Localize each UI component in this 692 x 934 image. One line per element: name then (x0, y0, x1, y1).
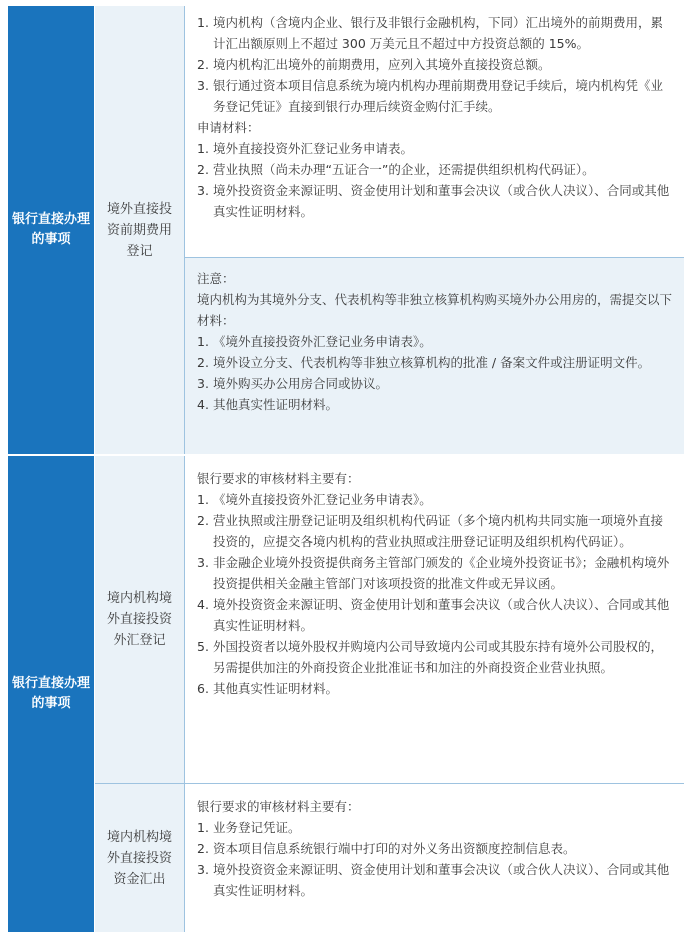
list-item: 3. 境外投资资金来源证明、资金使用计划和董事会决议（或合伙人决议）、合同或其他真实性证明材料。 (197, 862, 670, 898)
list-item: 2. 境内机构汇出境外的前期费用，应列入其境外直接投资总额。 (197, 57, 551, 72)
materials-heading: 银行要求的审核材料主要有： (197, 799, 360, 814)
table-block-2 (8, 456, 684, 932)
content-cell (185, 784, 684, 932)
item-cell (95, 456, 185, 783)
block-content (94, 6, 684, 454)
block-content (94, 456, 684, 932)
section-note (185, 257, 684, 454)
list-item: 1. 业务登记凭证。 (197, 820, 301, 835)
table-row (95, 784, 684, 932)
list-item: 3. 银行通过资本项目信息系统为境内机构办理前期费用登记手续后，境内机构凭《业务登记凭证》直接到银行办理后续资金购付汇手续。 (197, 78, 663, 114)
list-item: 1. 境内机构（含境内企业、银行及非银行金融机构，下同）汇出境外的前期费用，累计汇出额原则上不超过 300 万美元且不超过中方投资总额的 15%。 (197, 15, 663, 51)
item-label: 境内机构境外直接投资外汇登记 (106, 591, 172, 648)
category-label: 银行直接办理的事项 (12, 676, 91, 711)
list-item: 2. 资本项目信息系统银行端中打印的对外义务出资额度控制信息表。 (197, 841, 576, 856)
list-item: 2. 营业执照（尚未办理“五证合一”的企业，还需提供组织机构代码证）。 (197, 162, 595, 177)
category-cell (8, 456, 94, 932)
note-text: 境内机构为其境外分支、代表机构等非独立核算机构购买境外办公用房的，需提交以下材料： (197, 292, 673, 328)
list-item: 1. 《境外直接投资外汇登记业务申请表》。 (197, 334, 432, 349)
list-item: 1. 境外直接投资外汇登记业务申请表。 (197, 141, 413, 156)
materials-heading: 银行要求的审核材料主要有： (197, 471, 360, 486)
list-item: 2. 营业执照或注册登记证明及组织机构代码证（多个境内机构共同实施一项境外直接投资的，应提交各境内机构的营业执照或注册登记证明及组织机构代码证）。 (197, 513, 663, 549)
table-row (95, 6, 684, 454)
content-cell (185, 456, 684, 783)
section-main (185, 6, 684, 257)
list-item: 5. 外国投资者以境外股权并购境内公司导致境内公司或其股东持有境外公司股权的，另需提供加注的外商投资企业批准证书和加注的外商投资企业营业执照。 (197, 639, 663, 675)
list-item: 3. 非金融企业境外投资提供商务主管部门颁发的《企业境外投资证书》；金融机构境外投资提供相关金融主管部门对该项投资的批准文件或无异议函。 (197, 555, 670, 591)
list-item: 3. 境外购买办公用房合同或协议。 (197, 376, 388, 391)
item-label: 境外直接投资前期费用登记 (106, 201, 172, 259)
category-label: 银行直接办理的事项 (12, 212, 91, 247)
item-cell (95, 6, 185, 454)
table-block-1 (8, 6, 684, 454)
list-item: 4. 境外投资资金来源证明、资金使用计划和董事会决议（或合伙人决议）、合同或其他真实性证明材料。 (197, 597, 670, 633)
note-heading: 注意： (197, 271, 235, 286)
materials-heading: 申请材料： (197, 120, 260, 135)
section-main (185, 456, 684, 783)
table-row (95, 456, 684, 784)
list-item: 3. 境外投资资金来源证明、资金使用计划和董事会决议（或合伙人决议）、合同或其他真实性证明材料。 (197, 183, 670, 219)
item-label: 境内机构境外直接投资资金汇出 (106, 829, 172, 887)
list-item: 2. 境外设立分支、代表机构等非独立核算机构的批准 / 备案文件或注册证明文件。 (197, 355, 651, 370)
category-cell (8, 6, 94, 454)
item-cell (95, 784, 185, 932)
list-item: 6. 其他真实性证明材料。 (197, 681, 338, 696)
section-main (185, 784, 684, 932)
list-item: 4. 其他真实性证明材料。 (197, 397, 338, 412)
list-item: 1. 《境外直接投资外汇登记业务申请表》。 (197, 492, 432, 507)
content-cell (185, 6, 684, 454)
